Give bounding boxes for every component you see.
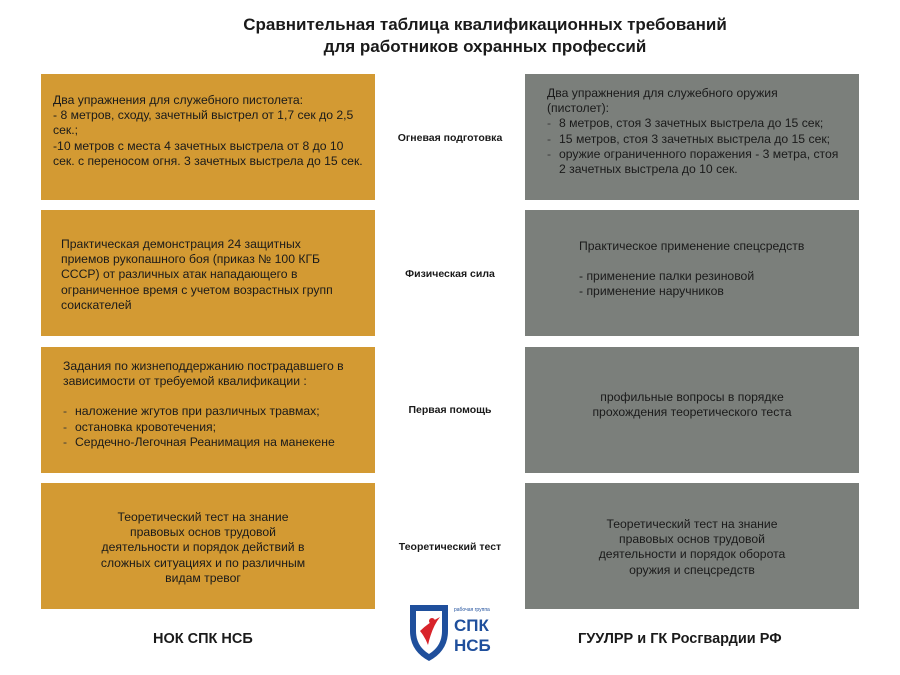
right-cell-first-aid	[525, 347, 859, 473]
page-title	[0, 14, 900, 58]
title-line-2: для работников охранных профессий	[323, 37, 647, 56]
row-label-physical: Физическая сила	[405, 268, 495, 280]
cell-text: Теоретический тест на знание правовых основ трудовой деятельности и порядок действий в сложных ситуациях и по различным видам тревог	[100, 510, 306, 585]
cell-text: Практическая демонстрация 24 защитных приемов рукопашного боя (приказ № 100 КГБ СССР) от различных атак нападающего в ограниченное время с учетом возрастных групп соискателей	[61, 237, 333, 312]
list-item: - наложение жгутов при различных травмах;	[63, 404, 361, 419]
list-item: - применение наручников	[579, 284, 724, 299]
requirement-list	[547, 116, 843, 177]
left-cell-first-aid	[41, 347, 375, 473]
shield-logo-icon	[408, 601, 504, 663]
cell-intro: Практическое применение спецсредств	[579, 239, 805, 253]
left-cell-theory	[41, 483, 375, 609]
spk-nsb-logo	[408, 601, 504, 663]
list-item: - применение палки резиновой	[579, 269, 755, 284]
footer-right-org: ГУУЛРР и ГК Росгвардии РФ	[578, 631, 782, 647]
list-item: - оружие ограниченного поражения - 3 метра, стоя 2 зачетных выстрела до 10 сек.	[547, 147, 843, 177]
list-item: - 15 метров, стоя 3 зачетных выстрела до 15 сек;	[547, 132, 843, 147]
right-cell-theory	[525, 483, 859, 609]
row-label-firearms: Огневая подготовка	[397, 132, 503, 144]
left-cell-firearms	[41, 74, 375, 200]
cell-text: профильные вопросы в порядке прохождения теоретического теста	[592, 390, 792, 420]
cell-intro: Задания по жизнеподдержанию пострадавшего в зависимости от требуемой квалификации :	[63, 359, 344, 389]
cell-intro: Два упражнения для служебного оружия (пистолет):	[547, 86, 778, 116]
list-item: - Сердечно-Легочная Реанимация на манекене	[63, 435, 361, 450]
left-cell-physical	[41, 210, 375, 336]
cell-text: Теоретический тест на знание правовых основ трудовой деятельности и порядок оборота оружия и спецсредств	[598, 517, 786, 577]
cell-line: -10 метров с места 4 зачетных выстрела от 8 до 10 сек. с переносом огня. 3 зачетных выстрела до 15 сек.	[53, 138, 363, 168]
cell-line: - 8 метров, сходу, зачетный выстрел от 1,7 сек до 2,5 сек.;	[53, 108, 354, 138]
right-cell-physical	[525, 210, 859, 336]
list-item: - 8 метров, стоя 3 зачетных выстрела до 15 сек;	[547, 116, 843, 131]
right-cell-firearms	[525, 74, 859, 200]
footer-left-org: НОК СПК НСБ	[153, 631, 253, 647]
logo-line-1: СПК	[454, 616, 489, 635]
logo-small-text: рабочая группа	[454, 607, 490, 613]
cell-line: Два упражнения для служебного пистолета:	[53, 93, 304, 107]
row-label-theory: Теоретический тест	[398, 541, 502, 553]
title-line-1: Сравнительная таблица квалификационных требований	[243, 15, 727, 34]
row-label-first-aid: Первая помощь	[408, 404, 492, 416]
requirement-list	[63, 404, 361, 450]
logo-line-2: НСБ	[454, 636, 491, 655]
list-item: - остановка кровотечения;	[63, 420, 361, 435]
